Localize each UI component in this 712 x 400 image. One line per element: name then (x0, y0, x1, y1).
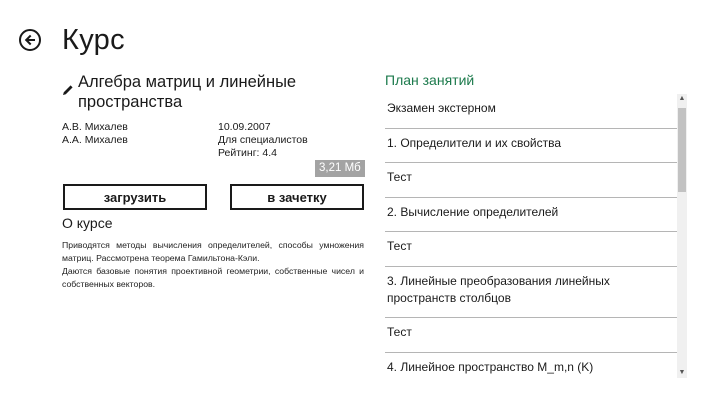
about-paragraph: Даются базовые понятия проективной геометрии, собственные чисел и собственных векторов. (62, 266, 364, 289)
list-item[interactable]: Тест (385, 318, 677, 353)
about-section-title: О курсе (62, 215, 113, 231)
course-date: 10.09.2007 (218, 121, 271, 133)
course-title: Алгебра матриц и линейные пространства (78, 73, 297, 111)
about-paragraph: Приводятся методы вычисления определителей, способы умножения матриц. Рассмотрена теорема Гамильтона-Кэли. (62, 240, 364, 263)
list-item[interactable]: Тест (385, 163, 677, 198)
author-name: А.В. Михалев (62, 121, 128, 133)
plan-scrollbar[interactable] (677, 94, 687, 378)
lesson-plan-list (385, 94, 677, 380)
course-header (62, 72, 362, 112)
page-title: Курс (62, 24, 125, 56)
about-description (62, 239, 364, 291)
list-item[interactable]: 4. Линейное пространство M_m,n (K) (387, 359, 594, 374)
pencil-icon (62, 84, 74, 96)
add-to-record-book-button[interactable]: в зачетку (230, 184, 364, 210)
course-info (218, 121, 308, 160)
back-button[interactable] (19, 29, 41, 51)
list-item[interactable]: 2. Вычисление определителей (385, 198, 677, 233)
scroll-up-icon[interactable]: ▲ (678, 95, 686, 102)
scroll-thumb[interactable] (678, 108, 686, 192)
course-authors (62, 121, 128, 147)
file-size-badge: 3,21 Мб (315, 160, 365, 177)
list-item[interactable]: Тест (385, 232, 677, 267)
download-button[interactable]: загрузить (63, 184, 207, 210)
list-item[interactable]: Экзамен экстерном (385, 94, 677, 129)
course-rating: Рейтинг: 4.4 (218, 147, 277, 159)
author-name: А.А. Михалев (62, 134, 128, 146)
list-item[interactable]: 3. Линейные преобразования линейных пространств столбцов (385, 267, 677, 319)
back-arrow-icon (24, 34, 36, 46)
scroll-down-icon[interactable]: ▼ (678, 369, 686, 376)
course-audience: Для специалистов (218, 134, 308, 146)
list-item[interactable]: 1. Определители и их свойства (385, 129, 677, 164)
lesson-plan-title: План занятий (385, 72, 475, 88)
